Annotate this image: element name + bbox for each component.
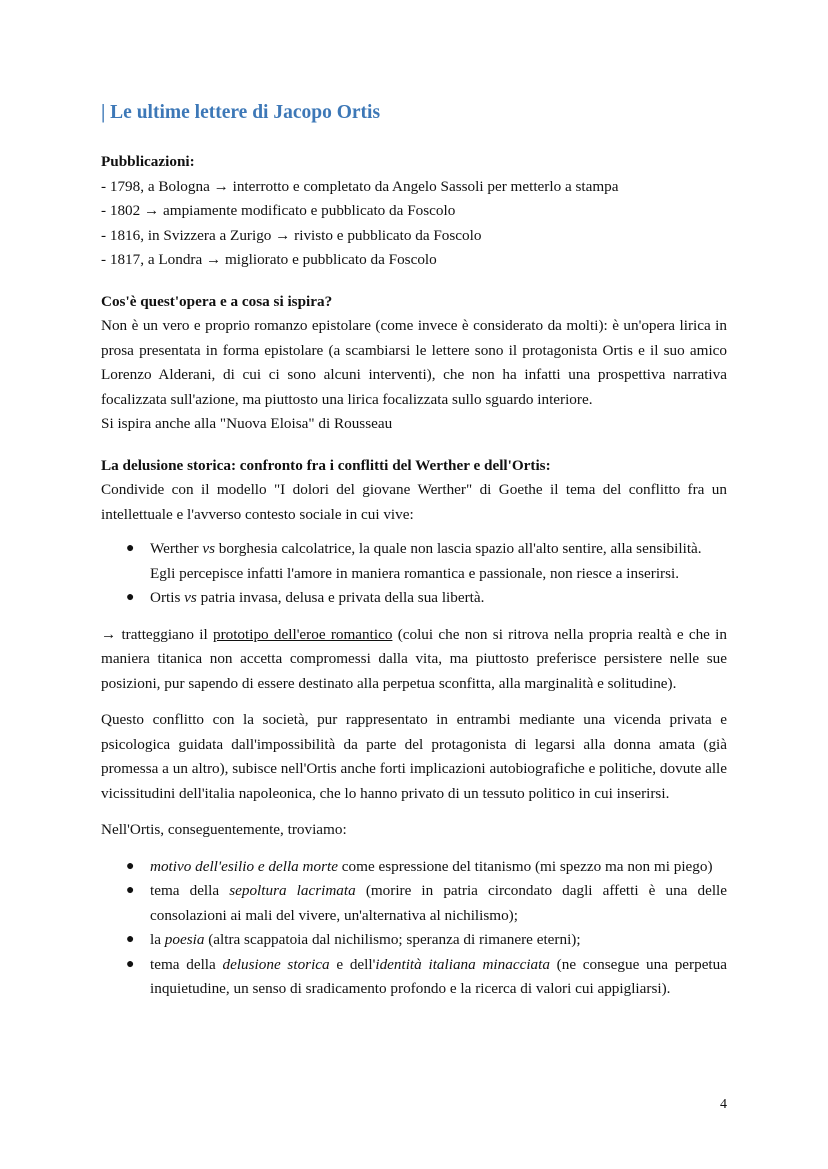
pubblicazioni-heading: Pubblicazioni:	[101, 153, 195, 170]
list-item: ● motivo dell'esilio e della morte come espressione del titanismo (mi spezzo ma non mi piego)	[101, 855, 727, 880]
page-number: 4	[720, 1097, 727, 1112]
page-title: | Le ultime lettere di Jacopo Ortis	[101, 102, 381, 123]
pubblicazione-item: - 1798, a Bologna → interrotto e completato da Angelo Sassoli per metterlo a stampa	[101, 177, 619, 195]
eroe-romantico-paragraph: → tratteggiano il prototipo dell'eroe romantico (colui che non si ritrova nella propria realtà e che in maniera titanica non accetta compromessi dalla vita, ma piuttosto preferisce persistere nelle sue posizioni, pur sapendo di essere destinato alla perpetua sconfitta, alla marginalità e solitudine).	[101, 625, 727, 692]
bullet-icon: ●	[126, 956, 135, 972]
conflict-list	[101, 537, 727, 611]
list-item: ● la poesia (altra scappatoia dal nichilismo; speranza di rimanere eterni);	[101, 928, 727, 953]
pubblicazione-item: - 1802 → ampiamente modificato e pubblicato da Foscolo	[101, 202, 456, 219]
list-item: ● tema della sepoltura lacrimata (morire in patria circondato dagli affetti è una delle consolazioni ai mali del vivere, un'alternativa al nichilismo);	[101, 879, 727, 928]
eroe-romantico-link: prototipo dell'eroe romantico	[212, 625, 393, 643]
opera-heading: Cos'è quest'opera e a cosa si ispira?	[101, 292, 333, 310]
delusione-paragraph: Condivide con il modello "I dolori del giovane Werther" di Goethe il tema del conflitto fra un intellettuale e l'avverso contesto sociale in cui vive:	[101, 481, 727, 523]
list-item: ● Ortis vs patria invasa, delusa e privata della sua libertà.	[101, 586, 727, 611]
pubblicazioni-section	[101, 150, 727, 273]
bullet-icon: ●	[126, 858, 135, 874]
bullet-icon: ●	[126, 541, 135, 556]
themes-list	[101, 855, 727, 1002]
bullet-icon: ●	[126, 590, 135, 605]
bullet-icon: ●	[126, 932, 135, 947]
ispira-line: Si ispira anche alla "Nuova Eloisa" di Rousseau	[101, 415, 393, 432]
list-item: ● Werther vs borghesia calcolatrice, la quale non lascia spazio all'alto sentire, alla sensibilità. Egli percepisce infatti l'amore in maniera romantica e passionale, non riesce a inserirsi.	[101, 537, 727, 586]
pubblicazione-item: - 1816, in Svizzera a Zurigo → rivisto e pubblicato da Foscolo	[101, 226, 482, 244]
pubblicazione-item: - 1817, a Londra → migliorato e pubblicato da Foscolo	[101, 251, 437, 268]
list-item: ● tema della delusione storica e dell'identità italiana minacciata (ne consegue una perpetua inquietudine, un senso di sradicamento profondo e la ricerca di valori cui appigliarsi).	[101, 953, 727, 1002]
delusione-heading: La delusione storica: confronto fra i conflitti del Werther e dell'Ortis:	[101, 456, 551, 474]
opera-section	[101, 290, 727, 437]
opera-paragraph: Non è un vero e proprio romanzo epistolare (come invece è considerato da molti): è un'opera lirica in prosa presentata in forma epistolare (a scambiarsi le lettere sono il protagonista Ortis e il suo amico Lorenzo Alderani, di cui ci sono alcuni interventi), che non ha infatti una prospettiva narrativa focalizzata sull'azione, ma piuttosto una lirica focalizzata sullo sguardo interiore.	[101, 317, 727, 408]
conflitto-paragraph: Questo conflitto con la società, pur rappresentato in entrambi mediante una vicenda privata e psicologica guidata dall'impossibilità da parte del protagonista di legarsi alla donna amata (già promessa a un altro), subisce nell'Ortis anche forti implicazioni autobiografiche e politiche, dovute alle vicissitudini dell'italia napoleonica, che lo hanno privato di un tessuto politico in cui inserirsi.	[101, 711, 727, 802]
troviamo-line: Nell'Ortis, conseguentemente, troviamo:	[101, 821, 347, 838]
delusione-section	[101, 454, 727, 1002]
bullet-icon: ●	[126, 883, 135, 898]
